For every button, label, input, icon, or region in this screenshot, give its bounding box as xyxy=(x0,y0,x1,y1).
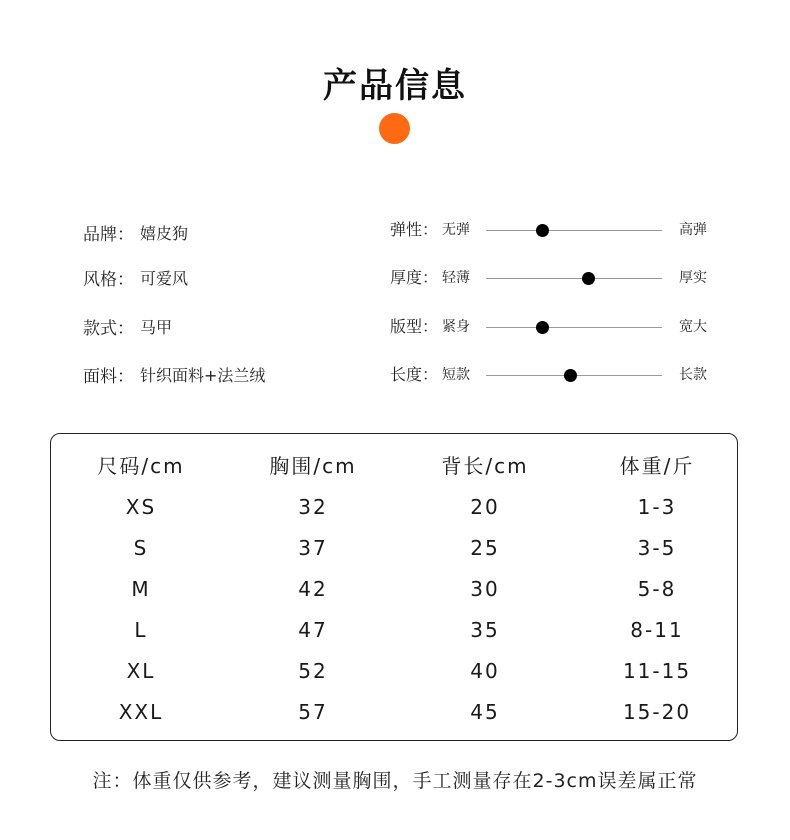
slider-elasticity xyxy=(390,218,720,242)
slider-track xyxy=(486,278,662,279)
slider-knob xyxy=(564,369,577,382)
table-row xyxy=(51,490,737,524)
table-cell: 3-5 xyxy=(637,536,677,560)
slider-length xyxy=(390,363,720,387)
slider-knob xyxy=(536,224,549,237)
slider-key: 厚度： xyxy=(390,268,439,287)
slider-thickness xyxy=(390,266,720,290)
table-cell: 37 xyxy=(298,536,328,560)
table-row xyxy=(51,695,737,729)
table-cell: 15-20 xyxy=(622,700,692,724)
table-cell: XS xyxy=(125,495,157,519)
table-cell: XXL xyxy=(118,700,164,724)
attr-value: 可爱风 xyxy=(140,268,189,288)
slider-knob xyxy=(536,321,549,334)
table-cell: XL xyxy=(126,659,156,683)
slider-min-label: 紧身 xyxy=(442,319,470,335)
slider-key: 版型： xyxy=(390,317,439,336)
slider-fit xyxy=(390,315,720,339)
table-cell: 11-15 xyxy=(622,659,692,683)
attr-value: 针织面料+法兰绒 xyxy=(140,365,266,385)
attr-value: 马甲 xyxy=(140,317,173,337)
table-row xyxy=(51,531,737,565)
table-cell: 5-8 xyxy=(637,577,677,601)
attr-row-type xyxy=(83,314,172,338)
slider-max-label: 宽大 xyxy=(679,319,707,335)
slider-min-label: 无弹 xyxy=(442,222,470,238)
slider-min-label: 短款 xyxy=(442,367,470,383)
slider-track xyxy=(486,327,662,328)
table-cell: 45 xyxy=(470,700,500,724)
table-cell: M xyxy=(131,577,151,601)
orange-dot-decoration xyxy=(379,113,410,144)
table-header-cell: 胸围/cm xyxy=(269,454,357,478)
table-cell: 20 xyxy=(470,495,500,519)
table-header-cell: 背长/cm xyxy=(441,454,529,478)
slider-knob xyxy=(582,272,595,285)
table-cell: 1-3 xyxy=(637,495,677,519)
table-cell: 47 xyxy=(298,618,328,642)
slider-track xyxy=(486,230,662,231)
measurement-note: 注：体重仅供参考，建议测量胸围，手工测量存在2-3cm误差属正常 xyxy=(92,770,698,792)
table-cell: S xyxy=(133,536,149,560)
table-cell: 30 xyxy=(470,577,500,601)
slider-min-label: 轻薄 xyxy=(442,270,470,286)
table-header-cell: 体重/斤 xyxy=(619,454,695,478)
slider-max-label: 高弹 xyxy=(679,222,707,238)
table-cell: 52 xyxy=(298,659,328,683)
table-cell: L xyxy=(134,618,148,642)
table-header-row xyxy=(51,449,737,483)
table-cell: 25 xyxy=(470,536,500,560)
size-table xyxy=(50,433,738,741)
table-row xyxy=(51,613,737,647)
attr-row-fabric xyxy=(83,362,265,386)
attr-value: 嬉皮狗 xyxy=(140,223,189,243)
attr-key: 面料： xyxy=(83,366,134,387)
attr-key: 品牌： xyxy=(83,224,134,245)
attr-row-brand xyxy=(83,220,188,244)
attr-key: 风格： xyxy=(83,269,134,290)
slider-max-label: 长款 xyxy=(679,367,707,383)
table-cell: 32 xyxy=(298,495,328,519)
slider-max-label: 厚实 xyxy=(679,270,707,286)
table-row xyxy=(51,654,737,688)
table-cell: 42 xyxy=(298,577,328,601)
attr-key: 款式： xyxy=(83,318,134,339)
table-cell: 57 xyxy=(298,700,328,724)
table-cell: 40 xyxy=(470,659,500,683)
table-header-cell: 尺码/cm xyxy=(97,454,185,478)
table-row xyxy=(51,572,737,606)
attr-row-style xyxy=(83,265,188,289)
table-cell: 35 xyxy=(470,618,500,642)
slider-key: 长度： xyxy=(390,365,439,384)
table-cell: 8-11 xyxy=(630,618,684,642)
page-title: 产品信息 xyxy=(323,66,467,106)
slider-key: 弹性： xyxy=(390,220,439,239)
